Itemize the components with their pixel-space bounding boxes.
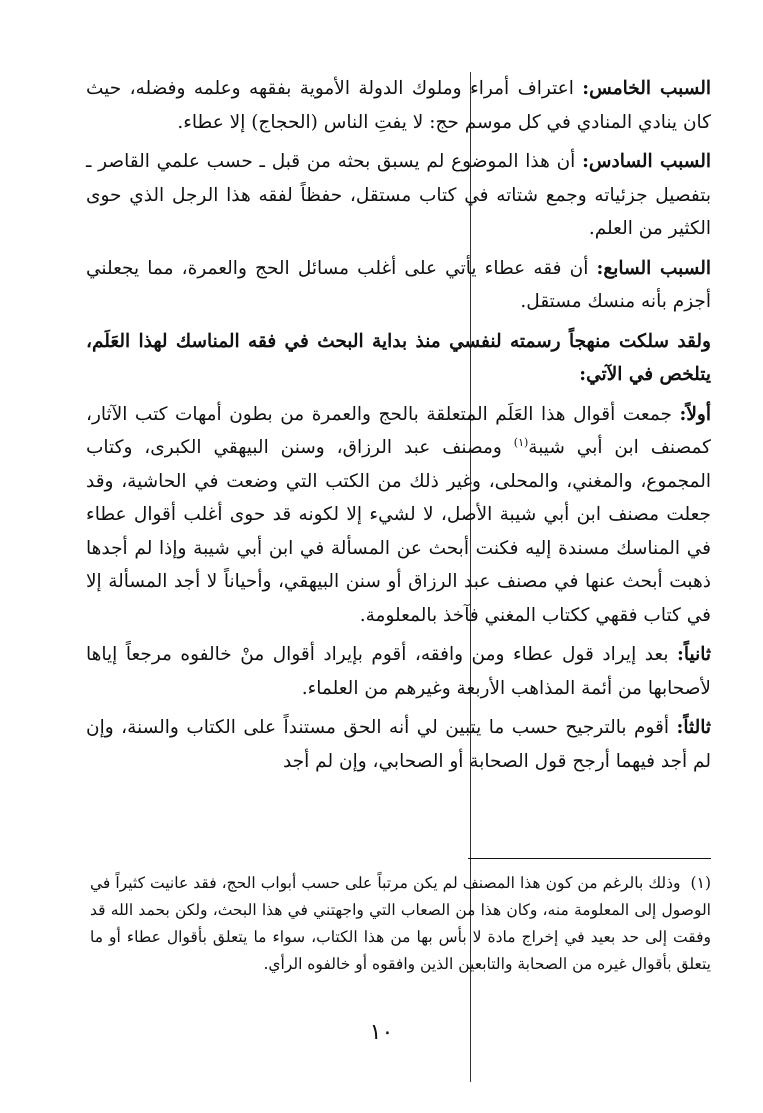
paragraph-method xyxy=(86,325,711,392)
method-heading: ولقد سلكت منهجاً رسمته لنفسي منذ بداية البحث في فقه المناسك لهذا العَلَم، يتلخص في الآتي: xyxy=(86,330,711,385)
paragraph-text: اعتراف أمراء وملوك الدولة الأموية بفقهه وعلمه وفضله، حيث كان ينادي المنادي في كل موسم حج: لا يفتِ الناس (الحجاج) إلا عطاء. xyxy=(86,78,711,133)
paragraph-label: السبب الخامس: xyxy=(582,78,711,99)
paragraph-label: أولاً: xyxy=(679,403,711,425)
paragraph-text: أقوم بالترجيح حسب ما يتبين لي أنه الحق مستنداً على الكتاب والسنة، وإن لم أجد فيهما أرجح قول الصحابة أو الصحابي، وإن لم أجد xyxy=(86,717,711,772)
paragraph-label: السبب السابع: xyxy=(596,257,711,279)
paragraph-second xyxy=(86,638,711,705)
footnote xyxy=(90,870,711,978)
footnote-divider xyxy=(468,858,711,859)
footnote-reference[interactable]: (١) xyxy=(513,435,529,449)
paragraph-reason-7 xyxy=(86,252,711,319)
paragraph-reason-5 xyxy=(86,72,711,139)
paragraph-text: أن هذا الموضوع لم يسبق بحثه من قبل ـ حسب علمي القاصر ـ بتفصيل جزئياته وجمع شتاته في كتاب مستقل، حفظاً لفقه هذا الرجل الذي حوى الكثير من العلم. xyxy=(86,151,711,239)
paragraph-third xyxy=(86,711,711,778)
main-text xyxy=(86,72,711,784)
paragraph-label: ثانياً: xyxy=(677,644,711,665)
paragraph-text: جمعت أقوال هذا العَلَم المتعلقة بالحج والعمرة من بطون أمهات كتب الآثار، كمصنف ابن أبي شيبة xyxy=(86,403,711,458)
paragraph-text: بعد إيراد قول عطاء ومن وافقه، أقوم بإيراد أقوال منْ خالفوه مرجعاً إياها لأصحابها من أئمة المذاهب الأربعة وغيرهم من العلماء. xyxy=(86,644,711,699)
page-number: ١٠ xyxy=(369,1020,394,1045)
paragraph-text: أن فقه عطاء يأتي على أغلب مسائل الحج والعمرة، مما يجعلني أجزم بأنه منسك مستقل. xyxy=(86,257,711,312)
footnote-number: (١) xyxy=(690,874,711,892)
paragraph-first xyxy=(86,398,711,633)
footnote-text: وذلك بالرغم من كون هذا المصنف لم يكن مرتباً على حسب أبواب الحج، فقد عانيت كثيراً في الوصول إلى المعلومة منه، وكان هذا من الصعاب التي واجهتني في هذا البحث، ولكن بحمد الله قد وفقت إلى حد بعيد في إخراج مادة لا بأس بها من هذا الكتاب، سواء ما يتعلق بأقوال عطاء أو ما يتعلق بأقوال غيره من الصحابة والتابعين الذين وافقوه أو خالفوه الرأي. xyxy=(90,874,711,973)
paragraph-label: ثالثاً: xyxy=(676,717,711,738)
paragraph-text: ومصنف عبد الرزاق، وسنن البيهقي الكبرى، وكتاب المجموع، والمغني، والمحلى، وغير ذلك من الكتب التي وضعت في الحاشية، وقد جعلت مصنف ابن أبي شيبة الأصل، لا لشيء إلا لكونه قد حوى أغلب أقوال عطاء في المناسك مسندة إليه فكنت أبحث عن المسألة في ابن أبي شيبة وإذا لم أجدها ذهبت أبحث عنها في مصنف عبد الرزاق أو سنن البيهقي، وأحياناً لا أجد المسألة إلا في كتاب فقهي ككتاب المغني فآخذ بالمعلومة. xyxy=(86,437,711,626)
paragraph-label: السبب السادس: xyxy=(582,151,711,172)
paragraph-reason-6 xyxy=(86,145,711,246)
